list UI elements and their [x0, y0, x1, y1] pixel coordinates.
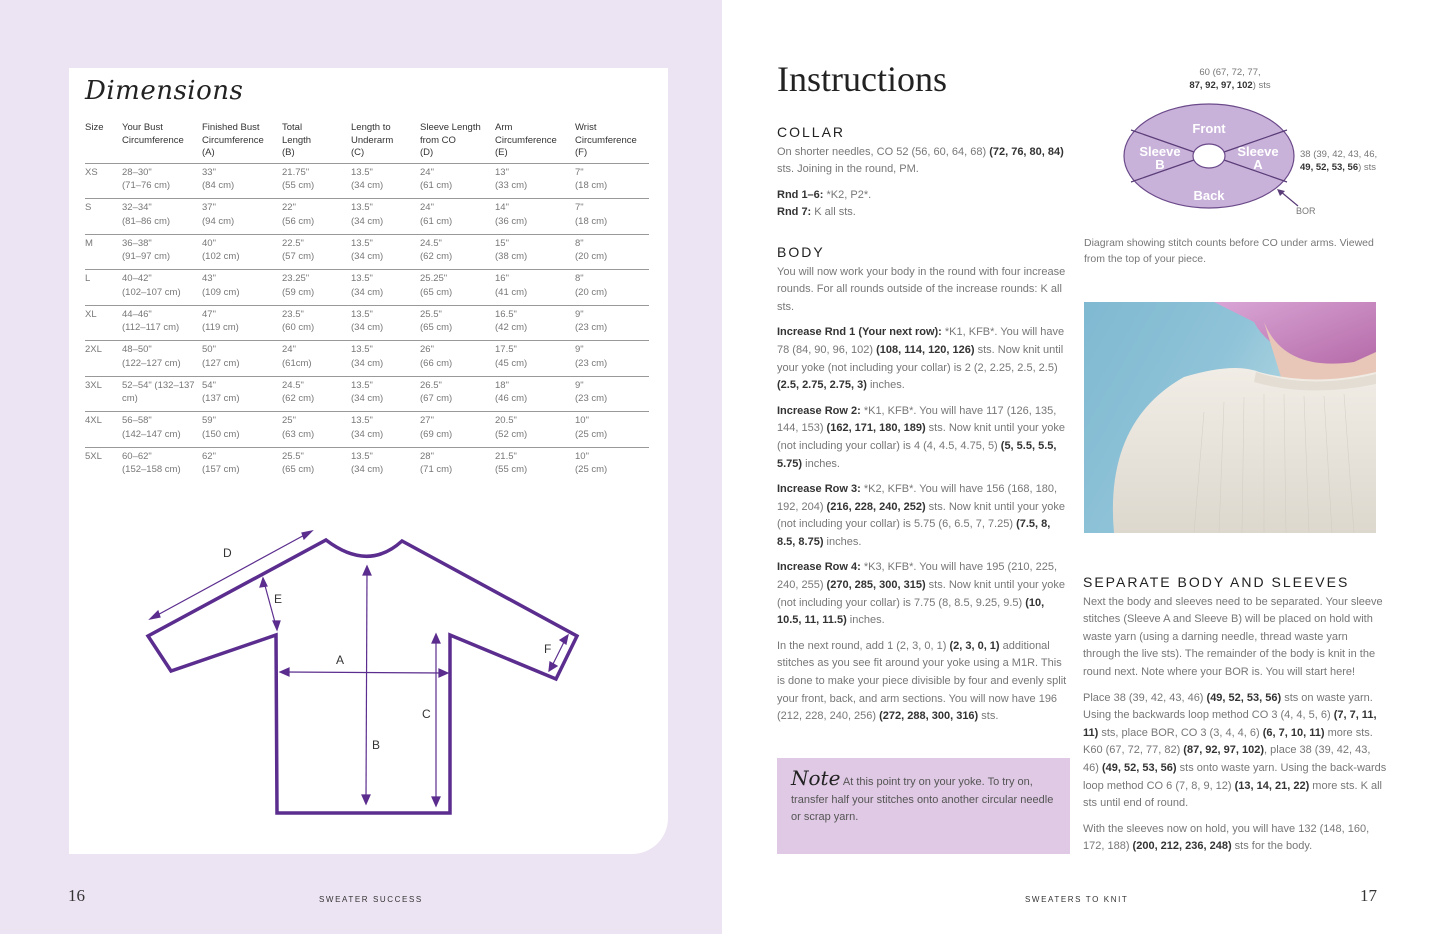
measurement-cell: 21.75" (55 cm) — [282, 163, 351, 199]
column-header: Total Length (B) — [282, 122, 351, 163]
running-head-left: SWEATER SUCCESS — [319, 895, 423, 904]
measurement-cell: 13" (33 cm) — [495, 163, 575, 199]
column-header: Your Bust Circumference — [122, 122, 202, 163]
column-header: Wrist Circumference (F) — [575, 122, 649, 163]
table-row — [85, 234, 649, 270]
measurement-cell: 36–38" (91–97 cm) — [122, 234, 202, 270]
measurement-cell: 13.5" (34 cm) — [351, 376, 420, 412]
measurement-cell: 52–54" (132–137 cm) — [122, 376, 202, 412]
measurement-cell: 20.5" (52 cm) — [495, 412, 575, 448]
svg-text:B: B — [1155, 157, 1165, 172]
measurement-cell: 16.5" (42 cm) — [495, 305, 575, 341]
measurement-cell: 15" (38 cm) — [495, 234, 575, 270]
measurement-cell: 13.5" (34 cm) — [351, 234, 420, 270]
front-stitch-count: 60 (67, 72, 77, 87, 92, 97, 102) sts — [1189, 67, 1271, 91]
svg-text:A: A — [1253, 157, 1263, 172]
measurement-cell: 10" (25 cm) — [575, 412, 649, 448]
collar-rnd-7: Rnd 7: K all sts. — [777, 206, 856, 219]
measurement-cell: 56–58" (142–147 cm) — [122, 412, 202, 448]
increase-row-3: Increase Row 3: *K2, KFB*. You will have 156 (168, 180, 192, 204) (216, 228, 240, 252) sts. Now knit until your yoke (not including your collar) is 5.75 (6, 6.5, 7, 7.25) (7.5, 8, 8.5, 8.75) inches. — [777, 483, 1066, 548]
size-cell: L — [85, 270, 122, 306]
bor-label: BOR — [1296, 206, 1316, 216]
measurement-cell: 8" (20 cm) — [575, 234, 649, 270]
size-cell: 2XL — [85, 341, 122, 377]
measurement-cell: 13.5" (34 cm) — [351, 341, 420, 377]
measurement-cell: 21.5" (55 cm) — [495, 450, 528, 475]
label-e: E — [274, 592, 283, 606]
measurement-cell: 32–34" (81–86 cm) — [122, 199, 202, 235]
measurement-cell: 24" (61 cm) — [420, 163, 495, 199]
front-label: Front — [1192, 121, 1226, 136]
measurement-cell: 16" (41 cm) — [495, 270, 575, 306]
measurement-cell: 8" (20 cm) — [575, 270, 649, 306]
sweater-photo — [1084, 302, 1376, 533]
measurement-cell: 14" (36 cm) — [495, 199, 575, 235]
measurement-cell: 24" (61cm) — [282, 341, 351, 377]
measurement-cell: 22" (56 cm) — [282, 199, 351, 235]
measurement-cell: 13.5" (34 cm) — [351, 412, 420, 448]
back-label: Back — [1193, 188, 1225, 203]
right-page — [722, 0, 1445, 934]
measurement-cell: 17.5" (45 cm) — [495, 341, 575, 377]
separate-steps: Place 38 (39, 42, 43, 46) (49, 52, 53, 56) sts on waste yarn. Using the backwards loop method CO 3 (4, 4, 5, 6) (7, 7, 11, 11) sts, place BOR, CO 3 (3, 4, 4, 6) (6, 7, 10, 11) more sts. K60 (67, 72, 77, 82) (87, 92, 97, 102), place 38 (39, 42, 43, 46) (49, 52, 53, 56) sts onto waste yarn. Using the back-wards loop method CO 6 (7, 8, 9, 12) (13, 14, 21, 22) more sts. K all sts until end of round. — [1083, 691, 1387, 810]
table-body — [85, 163, 649, 483]
measurement-cell: 23.5" (60 cm) — [282, 305, 351, 341]
measurement-cell: 24.5" (62 cm) — [282, 376, 351, 412]
measurement-cell: 26" (66 cm) — [420, 341, 495, 377]
column-header: Finished Bust Circumference (A) — [202, 122, 282, 163]
measurement-cell: 13.5" (34 cm) — [351, 163, 420, 199]
table-header-row — [85, 122, 649, 163]
size-cell: M — [85, 234, 122, 270]
measurement-cell: 28" (71 cm) — [420, 450, 453, 475]
photo-illustration — [1084, 302, 1376, 533]
table-row — [85, 412, 649, 448]
measurement-cell: 22.5" (57 cm) — [282, 234, 351, 270]
size-cell: XL — [85, 305, 122, 341]
measurement-cell: 47" (119 cm) — [202, 305, 282, 341]
measurement-cell: 48–50" (122–127 cm) — [122, 341, 202, 377]
table-row — [85, 270, 649, 306]
right-column — [1083, 574, 1388, 864]
measurement-cell: 50" (127 cm) — [202, 341, 282, 377]
instructions-title: Instructions — [777, 59, 947, 99]
note-text: At this point try on your yoke. To try on, transfer half your stitches onto another circular needle or scrap yarn. — [791, 776, 1054, 824]
increase-rnd-1: Increase Rnd 1 (Your next row): *K1, KFB*. You will have 78 (84, 90, 96, 102) (108, 114, 120, 126) sts. Now knit until your yoke (not including your collar) is 2 (2, 2.25, 2.5, 2.5) (2.5, 2.75, 2.75, 3) inches. — [777, 326, 1065, 392]
measurement-cell: 25.25" (65 cm) — [420, 270, 495, 306]
table-row — [85, 305, 649, 341]
left-column — [777, 124, 1067, 734]
measurement-cell: 7" (18 cm) — [575, 163, 649, 199]
page-number-left: 16 — [68, 886, 85, 905]
measurement-cell: 7" (18 cm) — [575, 199, 649, 235]
increase-row-2: Increase Row 2: *K1, KFB*. You will have 117 (126, 135, 144, 153) (162, 171, 180, 189) sts. Now knit until your yoke (not including your collar) is 4 (4, 4.5, 4.75, 5) (5, 5.5, 5.5, 5.75) inches. — [777, 404, 1066, 470]
size-cell: 4XL — [85, 412, 122, 448]
measurement-cell: 59" (150 cm) — [202, 412, 282, 448]
measurement-cell: 43" (109 cm) — [202, 270, 282, 306]
label-b: B — [372, 738, 381, 752]
measurement-cell: 13.5" (34 cm) — [351, 270, 420, 306]
column-header: Arm Circumference (E) — [495, 122, 575, 163]
label-f: F — [544, 642, 552, 656]
increase-row-4: Increase Row 4: *K3, KFB*. You will have 195 (210, 225, 240, 255) (270, 285, 300, 315) sts. Now knit until your yoke (not including your collar) is 7.75 (8, 8.5, 9.25, 9.5) (10, 10.5, 11, 11.5) inches. — [777, 561, 1066, 627]
measurement-cell: 25.5" (65 cm) — [420, 305, 495, 341]
bor-arrow-icon — [1276, 188, 1300, 208]
collar-cast-on: On shorter needles, CO 52 (56, 60, 64, 68) (72, 76, 80, 84) sts. Joining in the round, PM. — [777, 145, 1064, 176]
next-round-instructions: In the next round, add 1 (2, 3, 0, 1) (2, 3, 0, 1) additional stitches as you see fit around your yoke using a M1R. This is done to make your piece divisible by four and evenly split your front, back, and arm sections. You will now have 196 (212, 228, 240, 256) (272, 288, 300, 316) sts. — [777, 639, 1067, 723]
separate-heading: SEPARATE BODY AND SLEEVES — [1083, 574, 1350, 590]
table-row — [85, 199, 649, 235]
size-cell: 3XL — [85, 376, 122, 412]
measurement-cell: 44–46" (112–117 cm) — [122, 305, 202, 341]
size-cell: 5XL — [85, 450, 102, 462]
yoke-diagram-caption: Diagram showing stitch counts before CO under arms. Viewed from the top of your piece. — [1084, 237, 1374, 265]
left-page — [0, 0, 722, 934]
measurement-cell: 9" (23 cm) — [575, 305, 649, 341]
measurement-cell: 10" (25 cm) — [575, 450, 608, 475]
sleeve-stitch-count: 38 (39, 42, 43, 46, 49, 52, 53, 56) sts — [1300, 149, 1378, 173]
collar-rnd-1-6: Rnd 1–6: *K2, P2*. — [777, 188, 872, 201]
measurement-cell: 13.5" (34 cm) — [351, 305, 420, 341]
body-stitch-total: With the sleeves now on hold, you will have 132 (148, 160, 172, 188) (200, 212, 236, 248) sts for the body. — [1083, 822, 1370, 853]
measurement-cell: 27" (69 cm) — [420, 412, 495, 448]
measurement-cell: 40" (102 cm) — [202, 234, 282, 270]
sweater-schematic — [140, 520, 590, 820]
measurement-cell: 25.5" (65 cm) — [282, 450, 315, 475]
measurement-cell: 40–42" (102–107 cm) — [122, 270, 202, 306]
collar-heading: COLLAR — [777, 124, 846, 140]
measurement-cell: 18" (46 cm) — [495, 376, 575, 412]
measurement-cell: 24" (61 cm) — [420, 199, 495, 235]
measurement-cell: 9" (23 cm) — [575, 341, 649, 377]
label-c: C — [422, 707, 431, 721]
body-heading: BODY — [777, 243, 825, 260]
measurement-cell: 60–62" (152–158 cm) — [122, 450, 181, 475]
body-intro: You will now work your body in the round with four increase rounds. For all rounds outside of the increase rounds: K all sts. — [777, 265, 1066, 313]
dimensions-table — [85, 122, 649, 483]
measurement-cell: 28–30" (71–76 cm) — [122, 163, 202, 199]
measurement-cell: 37" (94 cm) — [202, 199, 282, 235]
size-cell: S — [85, 199, 122, 235]
dimensions-title: Dimensions — [85, 76, 244, 106]
running-head-right: SWEATERS TO KNIT — [1025, 895, 1129, 904]
measurement-cell: 13.5" (34 cm) — [351, 199, 420, 235]
page-number-right: 17 — [1360, 886, 1377, 905]
measurement-cell: 24.5" (62 cm) — [420, 234, 495, 270]
separate-intro: Next the body and sleeves need to be separated. Your sleeve stitches (Sleeve A and Sleeve B) will be placed on hold with waste yarn (using a darning needle, thread waste yarn through the live sts). The remainder of the body is knit in the round next. Note where your BOR is. You will start here! — [1083, 595, 1383, 678]
note-box — [777, 758, 1070, 854]
column-header: Sleeve Length from CO (D) — [420, 122, 495, 163]
label-a: A — [336, 653, 345, 667]
sleeve-b-label: Sleeve — [1139, 144, 1181, 159]
column-header: Length to Underarm (C) — [351, 122, 420, 163]
dimensions-card — [69, 68, 668, 854]
sleeve-a-label: Sleeve — [1237, 144, 1279, 159]
label-d: D — [223, 546, 232, 560]
yoke-ring-svg — [1120, 100, 1300, 210]
table-row — [85, 376, 649, 412]
measurement-cell: 33" (84 cm) — [202, 163, 282, 199]
measurement-cell: 23.25" (59 cm) — [282, 270, 351, 306]
table-row — [85, 163, 649, 199]
measurement-cell: 62" (157 cm) — [202, 450, 240, 475]
note-script-label: Note — [791, 766, 841, 790]
table-row — [85, 447, 649, 483]
column-header: Size — [85, 122, 122, 163]
measurement-cell: 54" (137 cm) — [202, 376, 282, 412]
measurement-cell: 25" (63 cm) — [282, 412, 351, 448]
measurement-cell: 9" (23 cm) — [575, 376, 649, 412]
table-row — [85, 341, 649, 377]
measurement-cell: 13.5" (34 cm) — [351, 450, 384, 475]
size-cell: XS — [85, 163, 122, 199]
measurement-cell: 26.5" (67 cm) — [420, 376, 495, 412]
